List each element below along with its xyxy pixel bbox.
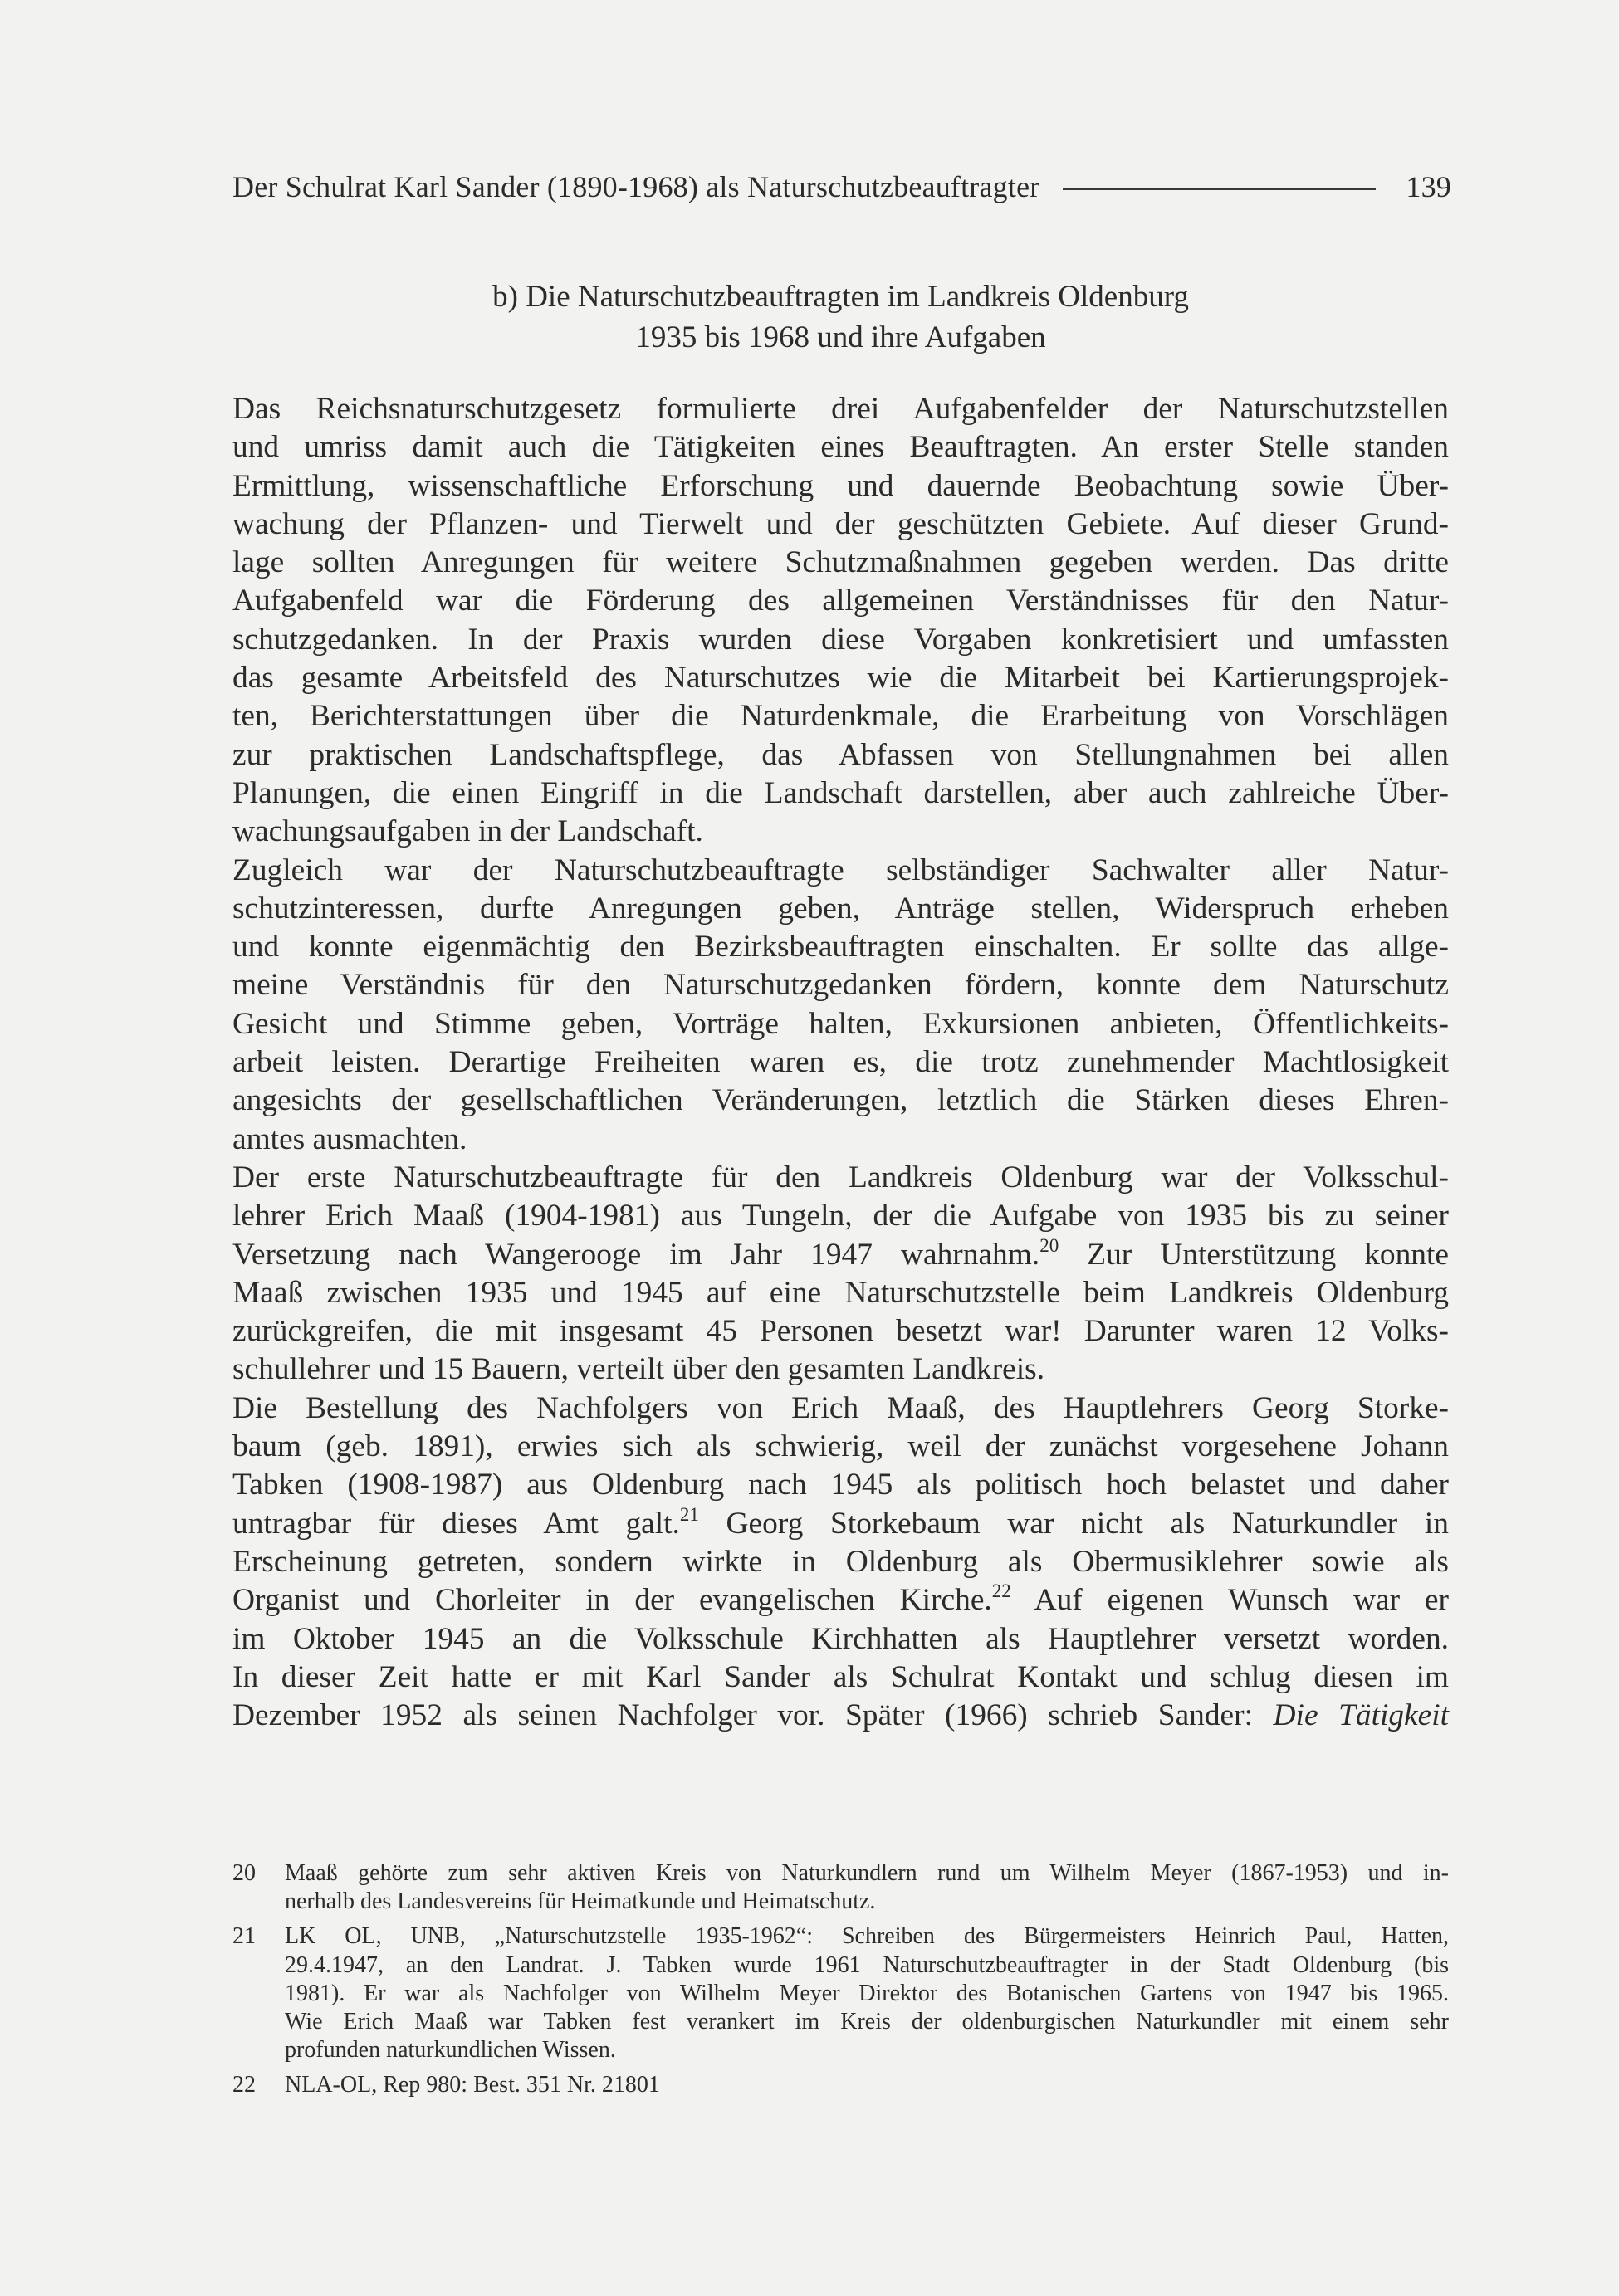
footnote-line: 1981). Er war als Nachfolger von Wilhelm Meyer Direktor des Botanischen Gartens von 1947 bis 1965.	[285, 1980, 1449, 2006]
body-line: Die Bestellung des Nachfolgers von Erich Maaß, des Hauptlehrers Georg Storke-	[232, 1390, 1449, 1425]
header-rule	[1063, 188, 1376, 190]
body-line	[232, 1697, 1449, 1735]
body-line: im Oktober 1945 an die Volksschule Kirchhatten als Hauptlehrer versetzt worden.	[232, 1621, 1449, 1656]
footnote-line: LK OL, UNB, „Naturschutzstelle 1935-1962“: Schreiben des Bürgermeisters Heinrich Paul, Hatten,	[285, 1923, 1449, 1950]
body-line-segment: Auf eigenen Wunsch war er	[1010, 1583, 1449, 1618]
body-line: lage sollten Anregungen für weitere Schutzmaßnahmen gegeben werden. Das dritte	[232, 545, 1449, 580]
running-head	[232, 166, 1451, 208]
footnote-line: Maaß gehörte zum sehr aktiven Kreis von Naturkundlern rund um Wilhelm Meyer (1867-1953) und in-	[285, 1860, 1449, 1886]
page-number: 139	[1406, 170, 1451, 203]
body-line: zurückgreifen, die mit insgesamt 45 Personen besetzt war! Darunter waren 12 Volks-	[232, 1314, 1449, 1349]
footnotes	[232, 1859, 1449, 2102]
section-title	[232, 276, 1449, 358]
body-line	[232, 1581, 1449, 1619]
body-line: das gesamte Arbeitsfeld des Naturschutzes wie die Mitarbeit bei Kartierungsprojek-	[232, 661, 1449, 696]
body-line	[232, 1505, 1449, 1543]
quote-start-italic: Die Tätigkeit	[1273, 1698, 1450, 1733]
body-line: Ermittlung, wissenschaftliche Erforschung und dauernde Beobachtung sowie Über-	[232, 468, 1449, 503]
body-line: Der erste Naturschutzbeauftragte für den Landkreis Oldenburg war der Volksschul-	[232, 1160, 1449, 1194]
body-line-segment: Organist und Chorleiter in der evangelischen Kirche.	[232, 1583, 992, 1618]
body-line: schutzgedanken. In der Praxis wurden diese Vorgaben konkretisiert und umfassten	[232, 622, 1449, 657]
body-line-segment: untragbar für dieses Amt galt.	[232, 1506, 680, 1541]
body-line: Das Reichsnaturschutzgesetz formulierte drei Aufgabenfelder der Naturschutzstellen	[232, 392, 1449, 426]
body-line-segment: Versetzung nach Wangerooge im Jahr 1947 wahrnahm.	[232, 1237, 1040, 1272]
footnote-ref-22[interactable]: 22	[991, 1580, 1011, 1602]
body-text	[232, 390, 1449, 1735]
body-line: arbeit leisten. Derartige Freiheiten waren es, die trotz zunehmender Machtlosigkeit	[232, 1045, 1449, 1080]
body-line: schullehrer und 15 Bauern, verteilt über den gesamten Landkreis.	[232, 1352, 1045, 1387]
body-line: baum (geb. 1891), erwies sich als schwierig, weil der zunächst vorgesehene Johann	[232, 1429, 1449, 1464]
body-line: wachung der Pflanzen- und Tierwelt und der geschützten Gebiete. Auf dieser Grund-	[232, 506, 1449, 541]
footnote-line: NLA-OL, Rep 980: Best. 351 Nr. 21801	[285, 2072, 660, 2098]
footnote-20	[232, 1859, 1449, 1916]
body-line: wachungsaufgaben in der Landschaft.	[232, 814, 703, 849]
footnote-line: 29.4.1947, an den Landrat. J. Tabken wurde 1961 Naturschutzbeauftragter in der Stadt Oldenburg (bis	[285, 1952, 1449, 1978]
footnote-21	[232, 1922, 1449, 2064]
body-line: Aufgabenfeld war die Förderung des allgemeinen Verständnisses für den Natur-	[232, 584, 1449, 618]
footnote-line: profunden naturkundlichen Wissen.	[285, 2037, 616, 2064]
body-line-segment: Georg Storkebaum war nicht als Naturkundler in	[698, 1506, 1449, 1541]
section-title-line-1: b) Die Naturschutzbeauftragten im Landkreis Oldenburg	[492, 280, 1189, 314]
footnote-number: 22	[232, 2072, 256, 2098]
body-line: Maaß zwischen 1935 und 1945 auf eine Naturschutzstelle beim Landkreis Oldenburg	[232, 1275, 1449, 1310]
body-line: Erscheinung getreten, sondern wirkte in Oldenburg als Obermusiklehrer sowie als	[232, 1544, 1449, 1579]
footnote-22	[232, 2071, 1449, 2099]
body-line: lehrer Erich Maaß (1904-1981) aus Tungeln, der die Aufgabe von 1935 bis zu seiner	[232, 1199, 1449, 1233]
body-line: und konnte eigenmächtig den Bezirksbeauftragten einschalten. Er sollte das allge-	[232, 930, 1449, 965]
body-line: schutzinteressen, durfte Anregungen geben, Anträge stellen, Widerspruch erheben	[232, 891, 1449, 926]
body-line: Zugleich war der Naturschutzbeauftragte selbständiger Sachwalter aller Natur-	[232, 852, 1449, 887]
body-line: Gesicht und Stimme geben, Vorträge halten, Exkursionen anbieten, Öffentlichkeits-	[232, 1006, 1449, 1041]
body-line: angesichts der gesellschaftlichen Veränderungen, letztlich die Stärken dieses Ehren-	[232, 1083, 1449, 1118]
section-title-line-2: 1935 bis 1968 und ihre Aufgaben	[635, 320, 1046, 354]
body-line: ten, Berichterstattungen über die Naturdenkmale, die Erarbeitung von Vorschlägen	[232, 699, 1449, 734]
body-line: und umriss damit auch die Tätigkeiten eines Beauftragten. An erster Stelle standen	[232, 430, 1449, 465]
running-title: Der Schulrat Karl Sander (1890-1968) als Naturschutzbeauftragter	[232, 170, 1040, 203]
body-line: zur praktischen Landschaftspflege, das Abfassen von Stellungnahmen bei allen	[232, 737, 1449, 772]
body-line: amtes ausmachten.	[232, 1121, 467, 1156]
footnote-ref-21[interactable]: 21	[679, 1503, 699, 1525]
footnote-ref-20[interactable]: 20	[1039, 1234, 1059, 1256]
body-line: meine Verständnis für den Naturschutzgedanken fördern, konnte dem Naturschutz	[232, 968, 1449, 1003]
footnote-number: 20	[232, 1860, 256, 1886]
footnote-line: nerhalb des Landesvereins für Heimatkunde und Heimatschutz.	[285, 1888, 876, 1915]
body-line: In dieser Zeit hatte er mit Karl Sander als Schulrat Kontakt und schlug diesen im	[232, 1659, 1449, 1694]
body-line: Tabken (1908-1987) aus Oldenburg nach 1945 als politisch hoch belastet und daher	[232, 1468, 1449, 1502]
footnote-line: Wie Erich Maaß war Tabken fest verankert im Kreis der oldenburgischen Naturkundler mit einem sehr	[285, 2008, 1449, 2035]
body-line	[232, 1236, 1449, 1274]
body-line-segment: Dezember 1952 als seinen Nachfolger vor. Später (1966) schrieb Sander:	[232, 1698, 1274, 1733]
body-line: Planungen, die einen Eingriff in die Landschaft darstellen, aber auch zahlreiche Über-	[232, 775, 1449, 810]
body-line-segment: Zur Unterstützung konnte	[1059, 1237, 1449, 1272]
footnote-number: 21	[232, 1923, 256, 1950]
